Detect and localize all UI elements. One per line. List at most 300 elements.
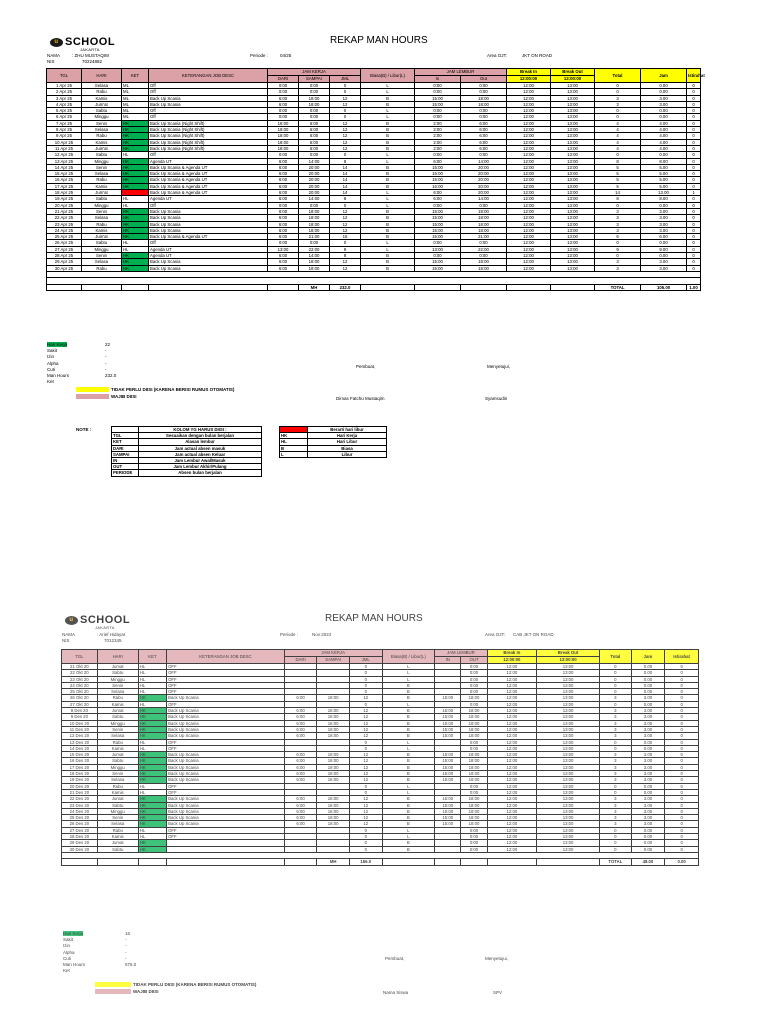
cell-istirahat: 0 [665, 670, 699, 676]
note-key: PERIODE [112, 470, 139, 476]
school-logo-2 [65, 614, 131, 630]
cell-biasa-libur: B [361, 145, 415, 151]
cell-jam: 3.00 [631, 777, 665, 783]
cell-jml: 0 [349, 846, 382, 852]
cell-ket: HK [122, 171, 149, 177]
cell-total: 3 [595, 215, 641, 221]
cell-total: 3 [600, 808, 632, 814]
cell-in: 15:00 [415, 259, 461, 265]
cell-ket: HL [138, 689, 166, 695]
cell-dari: 6:00 [284, 758, 317, 764]
cell-total: 0 [595, 108, 641, 114]
cell-break-in: 12:00 [487, 789, 536, 795]
cell-hari: Senin [82, 208, 122, 214]
man-hours-table-2 [61, 649, 699, 866]
note-label: NOTE : [76, 427, 92, 432]
cell-hari: Selasa [82, 215, 122, 221]
cell-break-in: 12:00 [487, 695, 536, 701]
cell-jam: 3.00 [631, 808, 665, 814]
cell-tgl: 25 Apr 25 [47, 234, 82, 240]
cell-out: 0:00 [461, 253, 507, 259]
cell-total: 4 [595, 127, 641, 133]
cell-keterangan: Back Up Scania [167, 695, 285, 701]
cell-biasa-libur: L [361, 240, 415, 246]
cell-keterangan: Agenda UT [149, 246, 268, 252]
cell-keterangan: Back Up Scania [167, 714, 285, 720]
cell-out: 18:00 [461, 227, 507, 233]
cell-dari: 6:00 [268, 101, 299, 107]
cell-jml: 12 [330, 215, 361, 221]
cell-tgl: 27 Okt 20 [62, 701, 98, 707]
summary-label: Sakit [63, 937, 74, 943]
cell-out: 14:00 [461, 158, 507, 164]
cell-sampai: 18:00 [317, 808, 350, 814]
cell-tgl: 2 Apr 25 [47, 89, 82, 95]
summary-label: Cuti [47, 366, 56, 372]
cell-dari: 0:00 [268, 108, 299, 114]
cell-tgl: 24 Apr 25 [47, 227, 82, 233]
pembuat-label: Pembuat, [356, 364, 376, 369]
cell-biasa-libur: B [361, 95, 415, 101]
cell-sampai: 18:00 [317, 821, 350, 827]
cell-dari: 6:00 [284, 708, 317, 714]
nis-value: 70224882 [82, 59, 103, 64]
cell-break-out: 13:00 [537, 733, 600, 739]
cell-break-out: 13:00 [551, 120, 595, 126]
cell-break-out: 13:00 [551, 227, 595, 233]
cell-sampai: 0:00 [299, 89, 330, 95]
cell-keterangan: Back Up Scania (Night Shift) [149, 133, 268, 139]
cell-dari: 6:00 [284, 771, 317, 777]
cell-tgl: 13 Des 20 [62, 739, 98, 745]
cell-hari: Senin [82, 253, 122, 259]
cell-ket: HL [138, 739, 166, 745]
header-break-in: Break In [507, 69, 551, 76]
cell-break-out: 13:00 [537, 670, 600, 676]
cell-jam: 0.00 [641, 152, 687, 158]
cell-keterangan: Back Up Scania [167, 733, 285, 739]
cell-break-in: 12:00 [487, 783, 536, 789]
cell-sampai: 20:00 [299, 177, 330, 183]
cell-total: 4 [595, 139, 641, 145]
cell-out: 18:00 [461, 796, 487, 802]
cell-jml: 0 [349, 739, 382, 745]
cell-biasa-libur: L [382, 670, 435, 676]
cell-jam: 0.00 [631, 783, 665, 789]
cell-dari: 6:00 [284, 821, 317, 827]
cell-istirahat: 0 [665, 808, 699, 814]
cell-sampai: 18:00 [317, 802, 350, 808]
cell-ket: HK [138, 752, 166, 758]
cell-total: 0 [600, 676, 632, 682]
cell-jml: 12 [349, 695, 382, 701]
cell-break-out: 13:00 [537, 771, 600, 777]
cell-hari: Rabu [82, 221, 122, 227]
note-left-header: KOLOM YG HARUS DIISI : [139, 427, 262, 433]
cell-istirahat: 0 [665, 783, 699, 789]
cell-istirahat: 0 [665, 771, 699, 777]
cell-dari: 6:00 [284, 726, 317, 732]
cell-jml: 12 [349, 714, 382, 720]
cell-keterangan: OFF [167, 745, 285, 751]
cell-jam: 3.00 [631, 764, 665, 770]
cell-jam: 4.00 [641, 139, 687, 145]
header-jam-lembur-2: JAM LEMBUR [435, 650, 488, 657]
cell-sampai: 18:00 [299, 227, 330, 233]
cell-ket: HK [122, 265, 149, 271]
header-out-2: OUT [461, 657, 487, 664]
header-break-out-time: 13:00:00 [551, 76, 595, 83]
cell-ket: HK [122, 208, 149, 214]
cell-out: 18:00 [461, 95, 507, 101]
cell-sampai: 21:00 [299, 234, 330, 240]
cell-out: 18:00 [461, 764, 487, 770]
note-key: KET [112, 439, 139, 445]
cell-sampai: 18:00 [317, 720, 350, 726]
cell-jam: 5.00 [641, 171, 687, 177]
cell-dari: 6:00 [268, 177, 299, 183]
cell-jam: 3.00 [631, 720, 665, 726]
cell-ket: HK [122, 158, 149, 164]
cell-istirahat: 0 [687, 145, 701, 151]
cell-jml: 12 [330, 259, 361, 265]
cell-biasa-libur: B [382, 840, 435, 846]
cell-ket: HL [138, 701, 166, 707]
cell-ket: HK [138, 720, 166, 726]
cell-istirahat: 0 [665, 689, 699, 695]
cell-tgl: 22 Apr 25 [47, 215, 82, 221]
jam-total-2: 48.00 [631, 859, 665, 865]
cell-istirahat: 0 [665, 777, 699, 783]
cell-keterangan: Back Up Scania [167, 758, 285, 764]
cell-jml: 12 [349, 733, 382, 739]
cell-tgl: 17 Des 20 [62, 764, 98, 770]
header-tgl-2: TGL [62, 650, 98, 664]
cell-hari: Selasa [82, 259, 122, 265]
cell-hari: Jum'at [82, 190, 122, 196]
cell-jml: 12 [330, 208, 361, 214]
cell-hari: Kamis [82, 183, 122, 189]
header-break-in-2: Break In [487, 650, 536, 657]
cell-tgl: 26 Okt 20 [62, 695, 98, 701]
cell-break-out: 13:00 [551, 171, 595, 177]
cell-break-in: 12:00 [507, 215, 551, 221]
cell-istirahat: 0 [665, 745, 699, 751]
cell-total: 0 [600, 827, 632, 833]
periode-value: 04/25 [280, 53, 292, 58]
cell-hari: Minggu [82, 114, 122, 120]
cell-jml: 0 [349, 783, 382, 789]
cell-in: 15:00 [435, 821, 461, 827]
cell-hari: Rabu [97, 783, 138, 789]
cell-break-out: 13:00 [551, 196, 595, 202]
cell-total: 3 [600, 726, 632, 732]
cell-ket: HK [122, 133, 149, 139]
cell-hari: Sabtu [82, 196, 122, 202]
cell-biasa-libur: B [361, 171, 415, 177]
cell-break-out: 13:00 [551, 183, 595, 189]
cell-total: 3 [600, 777, 632, 783]
cell-break-out: 13:00 [537, 682, 600, 688]
cell-biasa-libur: B [382, 764, 435, 770]
pembuat-name: Dimas Fatchu Mustaqim [336, 396, 385, 401]
cell-ket: HK [138, 802, 166, 808]
cell-break-in: 12:00 [507, 171, 551, 177]
mh-label: MH [299, 284, 330, 290]
cell-jam: 0.00 [631, 840, 665, 846]
cell-out: 0:00 [461, 840, 487, 846]
cell-sampai: 18:00 [317, 726, 350, 732]
cell-tgl: 26 Apr 25 [47, 240, 82, 246]
cell-istirahat: 0 [665, 764, 699, 770]
cell-jml: 14 [330, 171, 361, 177]
cell-biasa-libur: L [361, 83, 415, 89]
cell-break-out: 13:00 [551, 265, 595, 271]
cell-total: 3 [595, 221, 641, 227]
cell-total: 0 [595, 89, 641, 95]
cell-dari: 18:00 [268, 127, 299, 133]
cell-jam: 8.00 [641, 158, 687, 164]
cell-out: 18:00 [461, 714, 487, 720]
cell-istirahat: 0 [665, 708, 699, 714]
header-jam-2: Jam [631, 650, 665, 664]
periode-label-2: Periode : [280, 632, 299, 637]
cell-istirahat: 0 [687, 177, 701, 183]
cell-out: 18:00 [461, 802, 487, 808]
cell-jam: 0.00 [631, 670, 665, 676]
cell-dari: 6:00 [268, 221, 299, 227]
cell-in: 15:00 [435, 733, 461, 739]
cell-out: 18:00 [461, 720, 487, 726]
cell-out: 0:00 [461, 114, 507, 120]
summary-label: Alpha [63, 949, 75, 955]
summary-value: 22 [105, 342, 111, 347]
cell-istirahat: 0 [687, 253, 701, 259]
cell-tgl: 16 Des 20 [62, 758, 98, 764]
cell-out: 6:00 [461, 139, 507, 145]
cell-break-in: 12:00 [507, 190, 551, 196]
cell-jam: 0.00 [631, 827, 665, 833]
cell-hari: Kamis [97, 834, 138, 840]
cell-istirahat: 0 [687, 234, 701, 240]
cell-biasa-libur: B [361, 227, 415, 233]
cell-sampai: 6:00 [299, 120, 330, 126]
cell-jml: 0 [349, 834, 382, 840]
cell-hari: Sabtu [82, 108, 122, 114]
cell-ket: HK [138, 815, 166, 821]
header-jam: Jam [641, 69, 687, 83]
cell-total: 9 [595, 246, 641, 252]
cell-out: 0:00 [461, 202, 507, 208]
cell-total: 3 [600, 733, 632, 739]
cell-break-in: 12:00 [507, 265, 551, 271]
cell-tgl: 21 Apr 25 [47, 208, 82, 214]
cell-jam: 3.00 [631, 796, 665, 802]
cell-dari: 18:00 [268, 120, 299, 126]
cell-hari: Jum'at [82, 101, 122, 107]
cell-in: 15:00 [415, 234, 461, 240]
cell-istirahat: 0 [687, 227, 701, 233]
cell-break-in: 12:00 [507, 139, 551, 145]
cell-keterangan: Back Up Scania [149, 101, 268, 107]
cell-break-in: 12:00 [507, 208, 551, 214]
cell-tgl: 9 Apr 25 [47, 133, 82, 139]
periode-value-2: Nov 2024 [312, 632, 332, 637]
cell-dari: 6:00 [268, 190, 299, 196]
cell-hari: Kamis [82, 227, 122, 233]
area-value: JKT ON ROAD [522, 53, 553, 58]
cell-break-in: 12:00 [507, 240, 551, 246]
cell-break-out: 13:00 [537, 808, 600, 814]
cell-sampai: 18:00 [299, 208, 330, 214]
cell-break-out: 13:00 [537, 783, 600, 789]
cell-jam: 4.00 [641, 127, 687, 133]
cell-istirahat: 0 [687, 114, 701, 120]
cell-total: 0 [600, 670, 632, 676]
cell-hari: Senin [97, 815, 138, 821]
cell-jml: 12 [349, 752, 382, 758]
cell-hari: Sabtu [97, 802, 138, 808]
cell-break-out: 13:00 [537, 764, 600, 770]
cell-istirahat: 0 [665, 796, 699, 802]
cell-sampai: 20:00 [299, 183, 330, 189]
cell-tgl: 14 Apr 25 [47, 164, 82, 170]
summary-value: - [125, 943, 127, 949]
cell-break-in: 12:00 [487, 846, 536, 852]
ket-pink-text-2: WAJIB DIISI [133, 989, 159, 994]
cell-ket: HL [138, 834, 166, 840]
cell-keterangan: Back Up Scania & Agenda UT [149, 234, 268, 240]
cell-dari: 6:00 [284, 808, 317, 814]
cell-break-out: 13:00 [537, 840, 600, 846]
cell-istirahat: 0 [665, 720, 699, 726]
cell-jml: 12 [330, 265, 361, 271]
cell-out: 18:00 [461, 758, 487, 764]
summary-value: - [105, 348, 107, 354]
cell-tgl: 7 Apr 25 [47, 120, 82, 126]
cell-istirahat: 0 [687, 164, 701, 170]
cell-tgl: 11 Apr 25 [47, 145, 82, 151]
cell-istirahat: 0 [687, 202, 701, 208]
cell-dari: 18:00 [268, 145, 299, 151]
cell-break-out: 13:00 [537, 827, 600, 833]
cell-keterangan: Back Up Scania [167, 764, 285, 770]
cell-keterangan: Back Up Scania [149, 265, 268, 271]
cell-jml: 12 [349, 726, 382, 732]
cell-tgl: 30 Apr 25 [47, 265, 82, 271]
cell-jml: 12 [330, 227, 361, 233]
logo-subtext-2: JAKARTA [95, 625, 115, 630]
cell-in: 0:00 [415, 152, 461, 158]
cell-istirahat: 0 [687, 133, 701, 139]
cell-keterangan: OFF [167, 664, 285, 670]
penyetuju-label: Menyetujui, [487, 364, 511, 369]
header-hari-2: HARI [97, 650, 138, 664]
cell-keterangan: Back Up Scania [167, 708, 285, 714]
cell-istirahat: 0 [687, 95, 701, 101]
cell-keterangan: Back Up Scania (Night Shift) [149, 145, 268, 151]
cell-sampai: 14:00 [299, 158, 330, 164]
cell-jam: 13.00 [641, 190, 687, 196]
cell-total: 3 [600, 764, 632, 770]
cell-break-in: 12:00 [487, 815, 536, 821]
cell-tgl: 24 Okt 20 [62, 682, 98, 688]
cell-jam: 3.00 [641, 265, 687, 271]
cell-ket: HK [138, 695, 166, 701]
cell-keterangan: OFF [167, 676, 285, 682]
header-ket: KET [122, 69, 149, 83]
cell-break-in: 12:00 [487, 670, 536, 676]
cell-ket: HL [122, 152, 149, 158]
cell-hari: Minggu [97, 808, 138, 814]
cell-keterangan: Back Up Scania (Night Shift) [149, 120, 268, 126]
cell-jam: 3.00 [631, 726, 665, 732]
note-desc: Jam actual absen masuk [139, 445, 262, 451]
cell-total: 5 [595, 171, 641, 177]
cell-total: 0 [600, 739, 632, 745]
cell-break-in: 12:00 [487, 664, 536, 670]
cell-jml: 14 [330, 177, 361, 183]
cell-jml: 0 [349, 664, 382, 670]
cell-break-out: 13:00 [537, 846, 600, 852]
cell-out: 20:00 [461, 171, 507, 177]
cell-sampai: 0:00 [299, 108, 330, 114]
cell-biasa-libur: B [382, 726, 435, 732]
cell-keterangan: Back Up Scania & Agenda UT [149, 177, 268, 183]
cell-jml: 0 [330, 202, 361, 208]
cell-hari: Jum'at [82, 234, 122, 240]
area-value-2: CAB JKT ON ROAD [513, 632, 554, 637]
cell-biasa-libur: L [361, 89, 415, 95]
cell-tgl: 14 Des 20 [62, 745, 98, 751]
penyetuju-name-2: SPV [493, 990, 503, 995]
cell-break-out: 13:00 [551, 139, 595, 145]
cell-ket: HK [138, 771, 166, 777]
cell-jam: 3.00 [631, 815, 665, 821]
cell-in: 15:00 [435, 720, 461, 726]
cell-ket: HK [122, 234, 149, 240]
header-sampai: SAMPAI [299, 76, 330, 83]
note-key: IN [112, 458, 139, 464]
cell-out: 0:00 [461, 664, 487, 670]
cell-biasa-libur: B [382, 802, 435, 808]
cell-break-out: 13:00 [551, 215, 595, 221]
cell-biasa-libur: L [382, 827, 435, 833]
cell-total: 5 [595, 164, 641, 170]
cell-biasa-libur: B [382, 720, 435, 726]
cell-hari: Rabu [97, 695, 138, 701]
cell-break-out: 13:00 [537, 689, 600, 695]
cell-break-in: 12:00 [507, 145, 551, 151]
cell-hari: Rabu [82, 133, 122, 139]
cell-total: 4 [595, 120, 641, 126]
cell-jml: 12 [330, 120, 361, 126]
note-desc: Absen bulan berjalan [139, 470, 262, 476]
cell-total: 3 [600, 821, 632, 827]
note-desc: Libur [308, 451, 387, 457]
note-key: SAMPAI [112, 451, 139, 457]
area-label-2: Area OJT: [485, 632, 506, 637]
cell-keterangan: Back Up Scania [167, 777, 285, 783]
cell-keterangan: Off [149, 240, 268, 246]
cell-out: 18:00 [461, 208, 507, 214]
cell-break-out: 13:00 [551, 133, 595, 139]
cell-keterangan: Back Up Scania & Agenda UT [149, 183, 268, 189]
cell-jam: 0.00 [641, 202, 687, 208]
cell-jam: 3.00 [631, 695, 665, 701]
cell-hari: Rabu [97, 739, 138, 745]
cell-ket: HK [122, 259, 149, 265]
